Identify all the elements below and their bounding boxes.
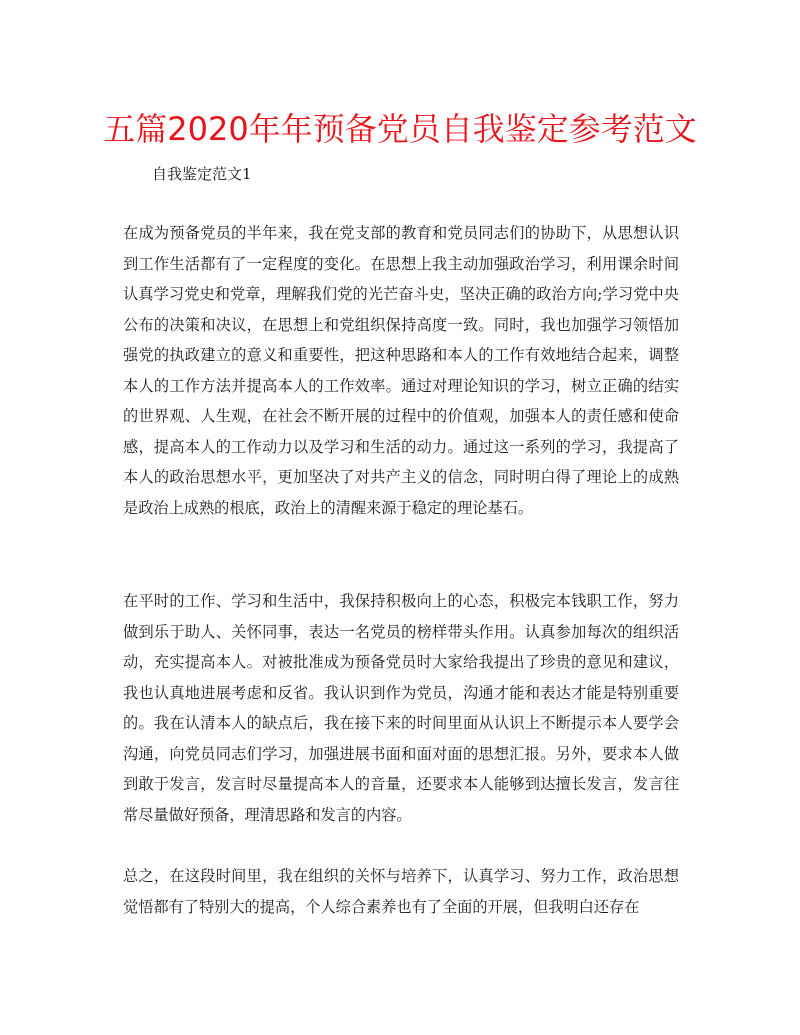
paragraph-3: 总之，在这段时间里，我在组织的关怀与培养下，认真学习、努力工作，政治思想觉悟都有了特别大的提高，个人综合素养也有了全面的开展，但我明白还存在 — [123, 867, 679, 916]
document-subtitle: 自我鉴定范文1 — [152, 165, 252, 183]
paragraph-1: 在成为预备党员的半年来，我在党支部的教育和党员同志们的协助下，从思想认识到工作生活都有了一定程度的变化。在思想上我主动加强政治学习，利用课余时间认真学习党史和党章，理解我们党的光芒奋斗史，坚决正确的政治方向;学习党中央公布的决策和决议，在思想上和党组织保持高度一致。同时，我也加强学习领悟加强党的执政建立的意义和重要性，把这种思路和本人的工作有效地结合起来，调整本人的工作方法并提高本人的工作效率。通过对理论知识的学习，树立正确的结实的世界观、人生观，在社会不断开展的过程中的价值观，加强本人的责任感和使命感，提高本人的工作动力以及学习和生活的动力。通过这一系列的学习，我提高了本人的政治思想水平，更加坚决了对共产主义的信念，同时明白得了理论上的成熟是政治上成熟的根底，政治上的清醒来源于稳定的理论基石。 — [123, 224, 679, 517]
paragraph-2: 在平时的工作、学习和生活中，我保持积极向上的心态，积极完本钱职工作，努力做到乐于助人、关怀同事，表达一名党员的榜样带头作用。认真参加每次的组织活动，充实提高本人。对被批准成为预备党员时大家给我提出了珍贵的意见和建议，我也认真地进展考虑和反省。我认识到作为党员，沟通才能和表达才能是特别重要的。我在认清本人的缺点后，我在接下来的时间里面从认识上不断提示本人要学会沟通，向党员同志们学习，加强进展书面和面对面的思想汇报。另外，要求本人做到敢于发言，发言时尽量提高本人的音量，还要求本人能够到达擅长发言，发言往常尽量做好预备，理清思路和发言的内容。 — [123, 592, 679, 824]
document-title: 五篇2020年年预备党员自我鉴定参考范文 — [103, 110, 697, 148]
